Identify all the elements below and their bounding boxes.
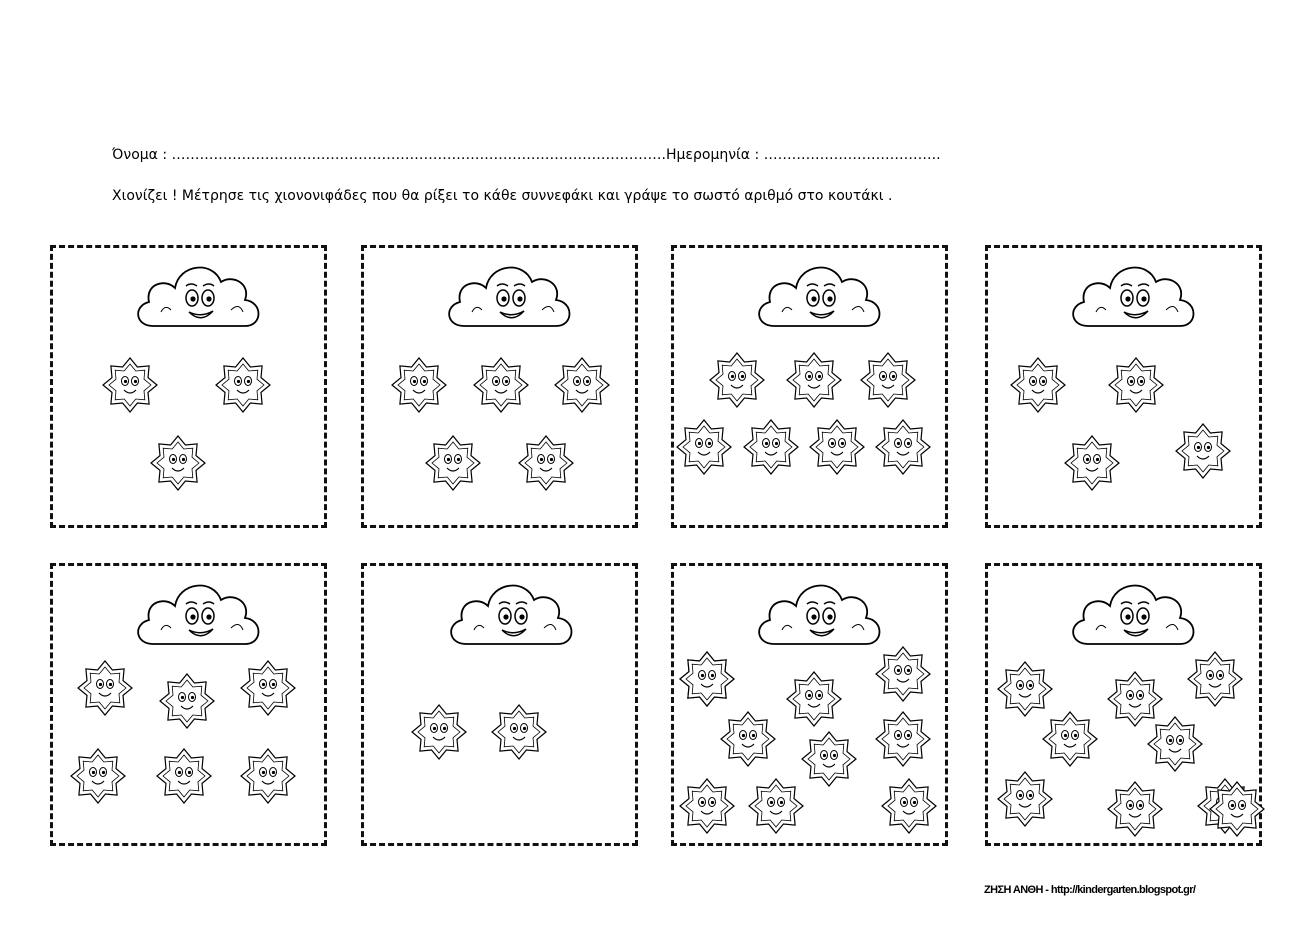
snowflake-icon bbox=[519, 436, 573, 490]
snowflake-icon bbox=[1043, 712, 1097, 766]
snowflake-icon bbox=[1210, 782, 1264, 836]
snowflake-icon bbox=[392, 358, 446, 412]
snowflake-icon bbox=[474, 358, 528, 412]
snowflake-icon bbox=[78, 661, 132, 715]
snowflake-icon bbox=[1188, 652, 1242, 706]
box-illustration bbox=[364, 248, 635, 525]
snowflake-icon bbox=[241, 749, 295, 803]
smiling-cloud-icon bbox=[449, 268, 569, 326]
box-illustration bbox=[53, 248, 324, 525]
snowflake-icon bbox=[1176, 424, 1230, 478]
snowflake-icon bbox=[680, 652, 734, 706]
snowflake-icon bbox=[787, 353, 841, 407]
snowflake-icon bbox=[216, 358, 270, 412]
snowflake-icon bbox=[721, 712, 775, 766]
snowflake-icon bbox=[1065, 436, 1119, 490]
snowflake-icon bbox=[876, 647, 930, 701]
snowflake-box-2 bbox=[361, 245, 638, 528]
snowflake-icon bbox=[160, 674, 214, 728]
smiling-cloud-icon bbox=[1073, 586, 1193, 644]
smiling-cloud-icon bbox=[451, 586, 571, 644]
snowflake-icon bbox=[787, 672, 841, 726]
name-field[interactable]: ……………………………………………………………………………………………. bbox=[171, 147, 666, 163]
snowflake-icon bbox=[744, 420, 798, 474]
name-label: Όνομα : bbox=[112, 147, 168, 163]
box-illustration bbox=[988, 566, 1259, 843]
snowflake-box-7 bbox=[671, 563, 948, 846]
snowflake-icon bbox=[1108, 782, 1162, 836]
snowflake-icon bbox=[861, 353, 915, 407]
snowflake-box-6 bbox=[361, 563, 638, 846]
box-illustration bbox=[364, 566, 635, 843]
date-label: Ημερομηνία : bbox=[665, 147, 760, 163]
snowflake-icon bbox=[412, 705, 466, 759]
box-illustration bbox=[988, 248, 1259, 525]
snowflake-icon bbox=[151, 436, 205, 490]
smiling-cloud-icon bbox=[138, 586, 258, 644]
snowflake-icon bbox=[71, 749, 125, 803]
snowflake-icon bbox=[555, 358, 609, 412]
snowflake-box-4 bbox=[985, 245, 1262, 528]
box-illustration bbox=[53, 566, 324, 843]
snowflake-icon bbox=[810, 420, 864, 474]
snowflake-box-8 bbox=[985, 563, 1262, 846]
snowflake-box-5 bbox=[50, 563, 327, 846]
snowflake-icon bbox=[1148, 717, 1202, 771]
snowflake-icon bbox=[157, 749, 211, 803]
snowflake-icon bbox=[802, 732, 856, 786]
box-illustration bbox=[674, 566, 945, 843]
snowflake-icon bbox=[998, 772, 1052, 826]
snowflake-icon bbox=[680, 779, 734, 833]
name-date-line bbox=[112, 147, 941, 163]
snowflake-icon bbox=[710, 353, 764, 407]
date-field[interactable]: ……………………………….. bbox=[763, 147, 941, 163]
snowflake-icon bbox=[677, 420, 731, 474]
instructions-text: Χιονίζει ! Μέτρησε τις χιονονιφάδες που θα ρίξει το κάθε συννεφάκι και γράψε το σωστό αριθμό στο κουτάκι . bbox=[112, 188, 893, 204]
snowflake-icon bbox=[998, 662, 1052, 716]
snowflake-box-3 bbox=[671, 245, 948, 528]
snowflake-icon bbox=[876, 420, 930, 474]
smiling-cloud-icon bbox=[759, 586, 879, 644]
snowflake-icon bbox=[103, 358, 157, 412]
snowflake-icon bbox=[876, 712, 930, 766]
snowflake-icon bbox=[492, 705, 546, 759]
smiling-cloud-icon bbox=[1073, 268, 1193, 326]
snowflake-icon bbox=[1011, 358, 1065, 412]
smiling-cloud-icon bbox=[759, 268, 879, 326]
snowflake-icon bbox=[426, 436, 480, 490]
footer-credit: ΖΗΣΗ ΑΝΘΗ - http://kindergarten.blogspot.gr/ bbox=[984, 884, 1196, 896]
snowflake-box-1 bbox=[50, 245, 327, 528]
snowflake-icon bbox=[241, 661, 295, 715]
snowflake-icon bbox=[1108, 672, 1162, 726]
snowflake-icon bbox=[749, 779, 803, 833]
smiling-cloud-icon bbox=[138, 268, 258, 326]
snowflake-icon bbox=[882, 779, 936, 833]
snowflake-icon bbox=[1109, 358, 1163, 412]
box-illustration bbox=[674, 248, 945, 525]
